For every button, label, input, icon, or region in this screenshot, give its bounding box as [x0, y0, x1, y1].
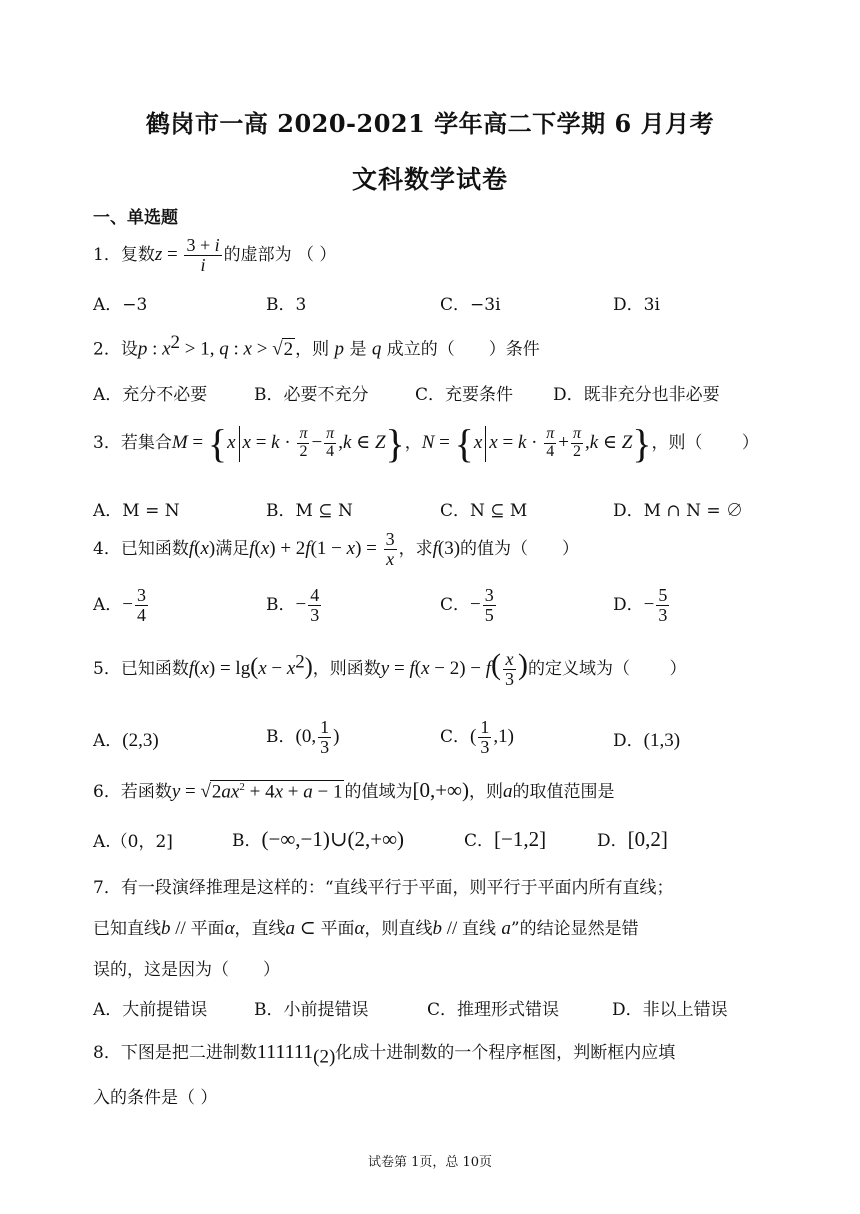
q2-option-d: D．既非充分也非必要 — [553, 385, 720, 405]
q2-option-a: A．充分不必要 — [93, 385, 208, 405]
q5-option-a: A．(2,3) — [93, 730, 159, 751]
q6-option-b: B．(−∞,−1)∪(2,+∞) — [232, 827, 405, 851]
exam-subtitle: 文科数学试卷 — [351, 165, 508, 194]
question-8-line-2: 入的条件是（ ） — [93, 1088, 218, 1108]
question-6: 6．若函数$y = √2ax^2 + 4x + a - 1$ 的值域为[0,+∞)，则a的取值范围是 — [93, 778, 615, 802]
q4-option-a: A．− $\frac{3}{4}$ — [93, 585, 146, 625]
q7-option-d: D．非以上错误 — [612, 1000, 728, 1020]
question-4: 4．已知函数f(x)满足f(x) + 2f(1 − x) = $\frac{3}{x}$ ，求f(3)的值为（ ） — [93, 529, 580, 569]
q1-option-b: B．3 — [266, 295, 307, 315]
q3-option-d: D．M ∩ N = ∅ — [613, 501, 744, 521]
exam-title: 鹤岗市一高 2020-2021 学年高二下学期 6 月月考 — [145, 109, 715, 138]
question-7-line-2: 已知直线b // 平面α，直线a ⊂ 平面α，则直线b // 直线 a”的结论显然是错 — [93, 918, 639, 939]
q2-option-c: C．充要条件 — [415, 385, 514, 405]
q3-option-c: C．N ⊆ M — [440, 501, 528, 521]
question-3: 3．若集合M = {x x = k · $\frac{\pi}{2}$ − $\frac{\pi}{4}$ ,k ∈ Z}，N = {x x = k · $\frac{\pi}{4}$ + $\frac{\pi}{2}$ ,k ∈ Z}，则（ ） — [93, 421, 759, 466]
q5-option-d: D．(1,3) — [613, 730, 681, 751]
question-7-line-1: 7．有一段演绎推理是这样的：“直线平行于平面，则平行于平面内所有直线； — [93, 878, 674, 898]
q4-option-d: D．− $\frac{5}{3}$ — [613, 585, 668, 625]
q7-option-c: C．推理形式错误 — [427, 1000, 560, 1020]
question-8-line-1: 8．下图是把二进制数$111111_{(2)}$化成十进制数的一个程序框图，判断框内应填 — [93, 1041, 676, 1068]
q1-option-a: A．−3 — [93, 295, 148, 315]
q3-option-a: A．M = N — [93, 501, 180, 521]
q5-option-c: C．( $\frac{1}{3}$ ,1) — [440, 717, 514, 757]
q3-option-b: B．M ⊆ N — [266, 501, 353, 521]
q2-option-b: B．必要不充分 — [254, 385, 369, 405]
q7-option-b: B．小前提错误 — [254, 1000, 369, 1020]
q7-option-a: A．大前提错误 — [93, 1000, 208, 1020]
q1-option-c: C．−3i — [440, 295, 501, 315]
q1-option-d: D．3i — [613, 295, 660, 315]
question-2: 2．设p : $x^2 > 1$, q : x > √2 ，则 p 是 q 成立的（ ）条件 — [93, 332, 540, 360]
question-5: 5．已知函数$f(x) = \lg(x - x^2)$，则函数y = f(x − 2) − f( $\frac{x}{3}$ )的定义域为（ ） — [93, 648, 687, 689]
q4-option-c: C．− $\frac{3}{5}$ — [440, 585, 494, 625]
question-1: 1．复数z = $\frac{3 + i}{i}$ 的虚部为 （ ） — [93, 235, 337, 275]
q6-option-a: A.（0，2] — [93, 832, 173, 852]
section-heading: 一、单选题 — [93, 208, 178, 228]
question-7-line-3: 误的，这是因为（ ） — [93, 960, 280, 980]
q6-option-c: C．[−1,2] — [464, 827, 547, 851]
q4-option-b: B．− $\frac{4}{3}$ — [266, 585, 320, 625]
q6-option-d: D．[0,2] — [597, 827, 668, 851]
page-footer: 试卷第 1页，总 10页 — [367, 1155, 493, 1170]
q5-option-b: B．(0, $\frac{1}{3}$ ) — [266, 717, 340, 757]
